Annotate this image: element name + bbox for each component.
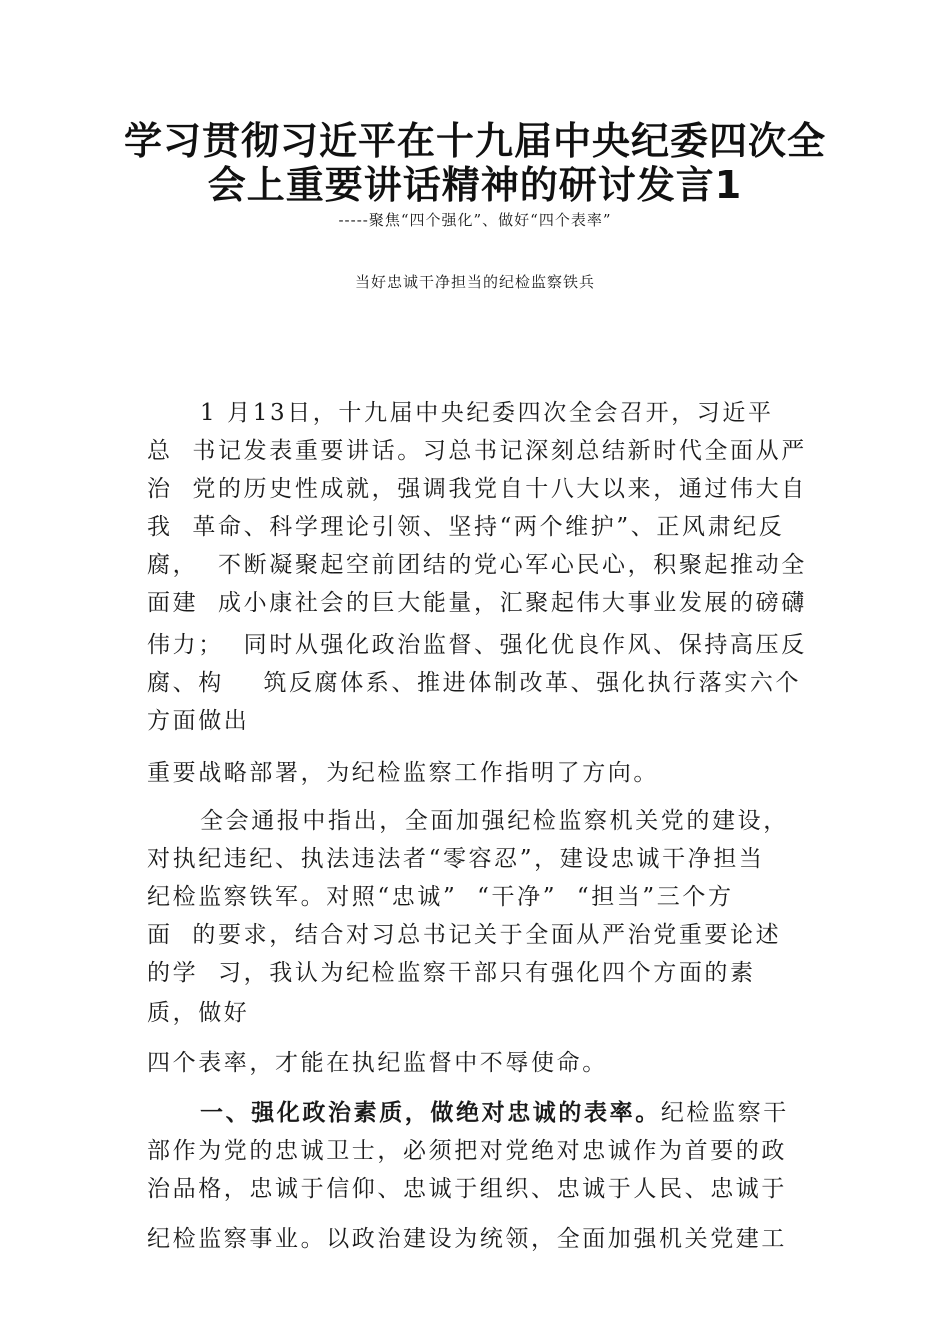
paragraph-2-line-7: 四个表率，才能在执纪监督中不辱使命。 xyxy=(147,1050,608,1076)
paragraph-3-line-2: 部作为党的忠诚卫士，必须把对党绝对忠诚作为首要的政 xyxy=(147,1138,787,1164)
paragraph-1-line-5: 腐， 不断凝聚起空前团结的党心军心民心，积聚起推动全 xyxy=(147,552,807,578)
paragraph-1-line-2: 总 书记发表重要讲话。习总书记深刻总结新时代全面从严 xyxy=(147,438,807,464)
paragraph-2-line-1: 全会通报中指出，全面加强纪检监察机关党的建设， xyxy=(200,808,789,834)
paragraph-1-line-3: 治 党的历史性成就，强调我党自十八大以来，通过伟大自 xyxy=(147,476,807,502)
paragraph-2-line-2: 对执纪违纪、执法违法者“零容忍”，建设忠诚干净担当 xyxy=(147,846,765,872)
paragraph-3-line-3: 治品格，忠诚于信仰、忠诚于组织、忠诚于人民、忠诚于 xyxy=(147,1176,787,1202)
paragraph-1-line-4: 我 革命、科学理论引领、坚持“两个维护”、正风肃纪反 xyxy=(147,514,785,540)
paragraph-3-line-4: 纪检监察事业。以政治建设为统领，全面加强机关党建工 xyxy=(147,1226,787,1252)
paragraph-2-line-6: 质，做好 xyxy=(147,1000,250,1026)
paragraph-1-line-8: 腐、构 筑反腐体系、推进体制改革、强化执行落实六个 xyxy=(147,670,802,696)
paragraph-1-line-9: 方面做出 xyxy=(147,708,250,734)
paragraph-2-line-4: 面 的要求，结合对习总书记关于全面从严治党重要论述 xyxy=(147,922,782,948)
paragraph-2-line-3: 纪检监察铁军。对照“忠诚” “干净” “担当”三个方 xyxy=(147,884,734,910)
document-title-line-2: 会上重要讲话精神的研讨发言1 xyxy=(207,163,743,207)
document-title-line-1: 学习贯彻习近平在十九届中央纪委四次全 xyxy=(123,119,826,163)
paragraph-1-line-7: 伟力； 同时从强化政治监督、强化优良作风、保持高压反 xyxy=(147,632,807,658)
paragraph-2-line-5: 的学 习，我认为纪检监察干部只有强化四个方面的素 xyxy=(147,960,756,986)
paragraph-3-first-line-rest: 纪检监察干 xyxy=(660,1100,789,1126)
paragraph-3-line-1 xyxy=(200,1098,870,1128)
section-heading: 当好忠诚干净担当的纪检监察铁兵 xyxy=(354,273,595,291)
paragraph-1-line-6: 面建 成小康社会的巨大能量，汇聚起伟大事业发展的磅礴 xyxy=(147,590,807,616)
paragraph-1-line-1: 1 月13日，十九届中央纪委四次全会召开，习近平 xyxy=(200,400,774,426)
document-subtitle: -----聚焦“四个强化”、做好“四个表率” xyxy=(338,211,612,229)
paragraph-1-line-10: 重要战略部署，为纪检监察工作指明了方向。 xyxy=(147,760,659,786)
paragraph-3-bold-lead: 一、强化政治素质，做绝对忠诚的表率。 xyxy=(200,1099,661,1126)
